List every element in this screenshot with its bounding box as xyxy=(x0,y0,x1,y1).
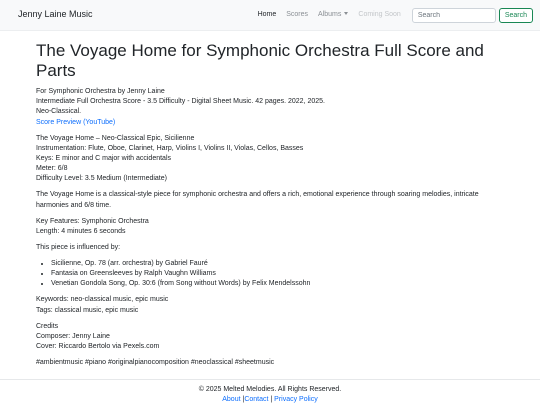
detail-line: Instrumentation: Flute, Oboe, Clarinet, Harp, Violins I, Violins II, Violas, Cellos, Basses xyxy=(36,144,304,152)
list-item: • Sicilienne, Op. 78 (arr. orchestra) by Gabriel Fauré xyxy=(51,259,504,269)
intro-block xyxy=(36,87,504,128)
search-input[interactable] xyxy=(412,8,496,23)
footer-divider xyxy=(0,379,540,380)
tags: Tags: classical music, epic music xyxy=(36,306,139,314)
credits-heading: Credits xyxy=(36,322,59,330)
brand-link[interactable]: Jenny Laine Music xyxy=(18,9,93,20)
influence-list xyxy=(51,259,504,289)
list-item: • Venetian Gondola Song, Op. 30:6 (from Song without Words) by Felix Mendelssohn xyxy=(51,279,504,289)
feature-line: Length: 4 minutes 6 seconds xyxy=(36,227,126,235)
credit-line: Composer: Jenny Laine xyxy=(36,332,110,340)
search-form xyxy=(412,8,533,23)
nav-item-home[interactable]: Home xyxy=(257,10,277,18)
features-block xyxy=(36,217,504,237)
copyright: © 2025 Melted Melodies. All Rights Reserved. xyxy=(198,386,342,393)
detail-line: Difficulty Level: 3.5 Medium (Intermediate) xyxy=(36,175,167,183)
intro-line: Neo-Classical. xyxy=(36,108,82,116)
search-button[interactable]: Search xyxy=(499,8,533,23)
intro-line: For Symphonic Orchestra by Jenny Laine xyxy=(36,88,165,96)
keywords: Keywords: neo-classical music, epic music xyxy=(36,296,169,304)
nav-item-albums[interactable] xyxy=(313,10,353,20)
nav-menu xyxy=(253,10,406,20)
influence-heading: This piece is influenced by: xyxy=(36,243,121,251)
list-item: • Fantasia on Greensleeves by Ralph Vaughn Williams xyxy=(51,269,504,279)
chevron-down-icon xyxy=(344,12,348,15)
feature-line: Key Features: Symphonic Orchestra xyxy=(36,217,149,225)
hashtags: #ambientmusic #piano #originalpianocomposition #neoclassical #sheetmusic xyxy=(36,359,275,367)
nav-item-scores[interactable]: Scores xyxy=(286,10,309,18)
detail-line: Keys: E minor and C major with accidentals xyxy=(36,154,171,162)
detail-line: The Voyage Home – Neo-Classical Epic, Sicilienne xyxy=(36,134,195,142)
main-content xyxy=(0,31,540,368)
description: The Voyage Home is a classical-style piece for symphonic orchestra and offers a rich, emotional experience through soaring melodies, intricate harmonies and 6/8 time. xyxy=(36,191,479,209)
nav-item-albums-label: Albums xyxy=(318,10,342,18)
intro-line: Intermediate Full Orchestra Score - 3.5 Difficulty - Digital Sheet Music. 42 pages. 2022, 2025. xyxy=(36,98,325,106)
footer-links: About |Contact | Privacy Policy xyxy=(222,396,318,404)
footer-link-contact[interactable]: Contact xyxy=(244,396,269,404)
page-title: The Voyage Home for Symphonic Orchestra Full Score and Parts xyxy=(36,41,484,81)
footer-link-privacy[interactable]: Privacy Policy xyxy=(274,396,318,404)
navbar xyxy=(0,0,540,31)
footer-link-about[interactable]: About xyxy=(222,396,241,404)
credit-line: Cover: Riccardo Bertolo via Pexels.com xyxy=(36,343,160,351)
details-block xyxy=(36,134,504,185)
score-preview-link[interactable]: Score Preview (YouTube) xyxy=(36,118,116,126)
credits-block xyxy=(36,322,504,352)
nav-item-coming-soon: Coming Soon xyxy=(358,10,401,18)
footer xyxy=(0,385,540,405)
detail-line: Meter: 6/8 xyxy=(36,165,68,173)
keywords-block xyxy=(36,295,504,315)
